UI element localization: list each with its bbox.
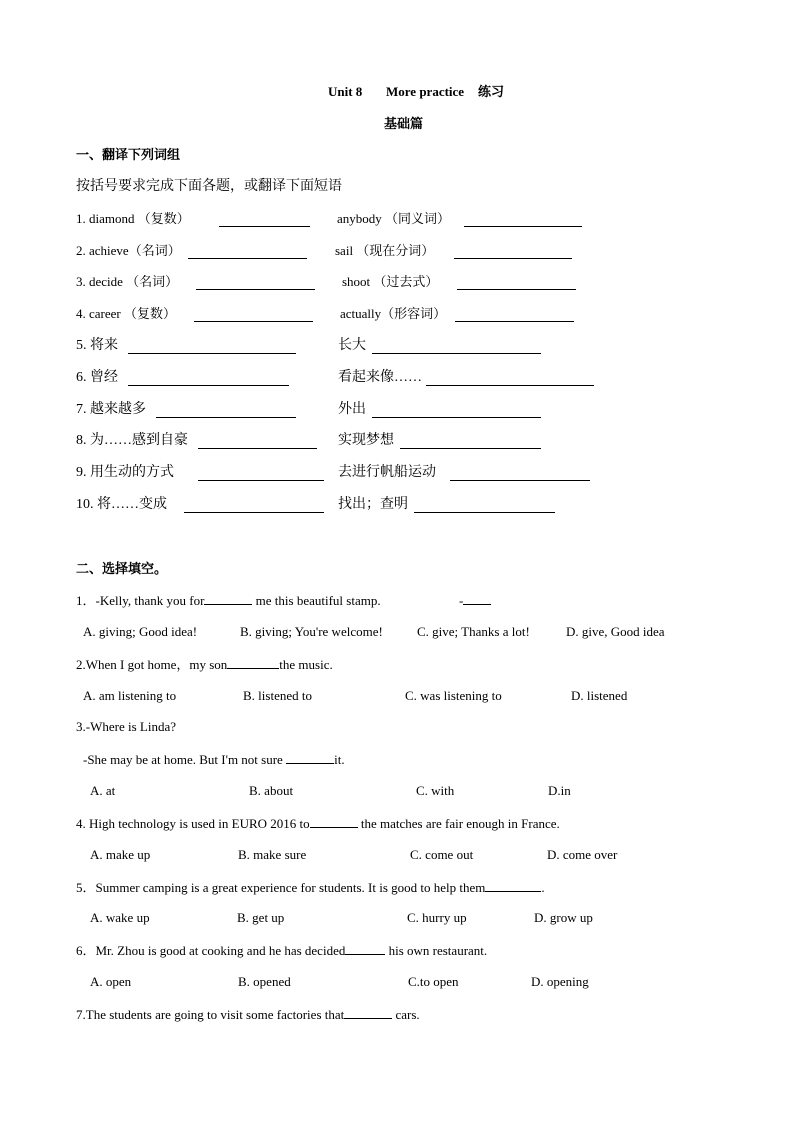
q6-stem-pre: 6．Mr. Zhou is good at cooking and he has decided xyxy=(76,943,346,958)
s1-row7-right: 外出 xyxy=(338,402,366,417)
q4-blank[interactable] xyxy=(310,815,358,828)
s1-row9-right: 去进行帆船运动 xyxy=(338,465,436,480)
q6-option-a[interactable]: A. open xyxy=(90,974,132,989)
q1-blank[interactable] xyxy=(204,592,252,605)
q1-stem-pre: 1．-Kelly, thank you for xyxy=(76,593,205,608)
q3-option-b[interactable]: B. about xyxy=(249,783,294,798)
q1-reply-blank[interactable] xyxy=(463,592,491,605)
q5-stem-post: . xyxy=(541,880,545,895)
s1-row4-right-blank[interactable] xyxy=(455,321,574,322)
q6-stem-post: his own restaurant. xyxy=(388,943,488,958)
q5-option-a[interactable]: A. wake up xyxy=(90,910,150,925)
s1-row9-right-blank[interactable] xyxy=(450,480,590,481)
s1-row7-left: 7. 越来越多 xyxy=(76,402,146,417)
s1-row10-right: 找出；查明 xyxy=(338,497,408,512)
q1-option-d[interactable]: D. give, Good idea xyxy=(566,624,665,639)
s1-row10-right-blank[interactable] xyxy=(414,512,555,513)
q6-option-d[interactable]: D. opening xyxy=(531,974,589,989)
page-title: More practice xyxy=(386,84,465,99)
q3-blank[interactable] xyxy=(286,751,334,764)
s1-row6-right-blank[interactable] xyxy=(426,385,594,386)
q2-option-a[interactable]: A. am listening to xyxy=(83,688,177,703)
q2-option-c[interactable]: C. was listening to xyxy=(405,688,502,703)
s1-row10-left: 10. 将……变成 xyxy=(76,497,167,512)
q3-stem-pre: -She may be at home. But I'm not sure xyxy=(83,752,283,767)
s1-row1-left: 1. diamond （复数） xyxy=(76,211,190,226)
q2-blank[interactable] xyxy=(227,656,279,669)
page-subtitle: 基础篇 xyxy=(384,116,424,131)
q5-blank[interactable] xyxy=(485,879,541,892)
s1-row3-right: shoot （过去式） xyxy=(342,274,439,289)
q3-line1: 3.-Where is Linda? xyxy=(76,719,176,734)
s1-row1-left-blank[interactable] xyxy=(219,226,310,227)
s1-row7-right-blank[interactable] xyxy=(372,417,541,418)
s1-row5-left: 5. 将来 xyxy=(76,338,118,353)
section2-heading: 二、选择填空。 xyxy=(76,561,168,576)
q1-text xyxy=(76,592,381,609)
q4-stem-post: the matches are fair enough in France. xyxy=(360,816,560,831)
unit-label: Unit 8 xyxy=(328,84,363,99)
q1-option-b[interactable]: B. giving; You're welcome! xyxy=(240,624,383,639)
q5-option-c[interactable]: C. hurry up xyxy=(407,910,467,925)
q6-option-c[interactable]: C.to open xyxy=(408,974,459,989)
s1-row1-right: anybody （同义词） xyxy=(337,211,451,226)
s1-row5-right: 长大 xyxy=(338,338,366,353)
page-title-cn: 练习 xyxy=(478,84,505,99)
q4-option-a[interactable]: A. make up xyxy=(90,847,151,862)
s1-row4-left-blank[interactable] xyxy=(194,321,313,322)
q2-stem-pre: 2.When I got home，my son xyxy=(76,657,228,672)
q5-option-b[interactable]: B. get up xyxy=(237,910,285,925)
s1-row4-left: 4. career （复数） xyxy=(76,306,176,321)
q7-stem-pre: 7.The students are going to visit some factories that xyxy=(76,1007,345,1022)
s1-row8-left: 8. 为……感到自豪 xyxy=(76,433,188,448)
s1-row5-right-blank[interactable] xyxy=(372,353,541,354)
s1-row5-left-blank[interactable] xyxy=(128,353,296,354)
q5-option-d[interactable]: D. grow up xyxy=(534,910,593,925)
q2-stem-post: the music. xyxy=(279,657,333,672)
s1-row9-left-blank[interactable] xyxy=(198,480,324,481)
q2-option-b[interactable]: B. listened to xyxy=(243,688,312,703)
q1-option-a[interactable]: A. giving; Good idea! xyxy=(83,624,198,639)
q3-stem-post: it. xyxy=(334,752,345,767)
s1-row10-left-blank[interactable] xyxy=(184,512,324,513)
section1-heading: 一、翻译下列词组 xyxy=(76,147,181,162)
q4-option-b[interactable]: B. make sure xyxy=(238,847,307,862)
s1-row3-right-blank[interactable] xyxy=(457,289,576,290)
q4-option-c[interactable]: C. come out xyxy=(410,847,474,862)
s1-row1-right-blank[interactable] xyxy=(464,226,582,227)
s1-row7-left-blank[interactable] xyxy=(156,417,296,418)
section1-instruction: 按括号要求完成下面各题，或翻译下面短语 xyxy=(76,179,342,194)
q6-option-b[interactable]: B. opened xyxy=(238,974,291,989)
q4-stem-pre: 4. High technology is used in EURO 2016 to xyxy=(76,816,310,831)
q7-text xyxy=(76,1006,420,1023)
q2-text xyxy=(76,656,333,673)
q5-text xyxy=(76,879,545,896)
q5-stem-pre: 5．Summer camping is a great experience for students. It is good to help them xyxy=(76,880,486,895)
s1-row6-right: 看起来像…… xyxy=(338,370,422,385)
s1-row4-right: actually（形容词） xyxy=(340,306,447,321)
q4-option-d[interactable]: D. come over xyxy=(547,847,618,862)
s1-row3-left: 3. decide （名词） xyxy=(76,274,179,289)
s1-row8-left-blank[interactable] xyxy=(198,448,317,449)
q7-stem-post: cars. xyxy=(395,1007,420,1022)
q3-line2 xyxy=(83,751,345,768)
q7-blank[interactable] xyxy=(344,1006,392,1019)
q1-stem-post: me this beautiful stamp. xyxy=(255,593,381,608)
s1-row2-right: sail （现在分词） xyxy=(335,243,435,258)
q6-text xyxy=(76,942,487,959)
s1-row6-left: 6. 曾经 xyxy=(76,370,118,385)
s1-row6-left-blank[interactable] xyxy=(128,385,289,386)
s1-row9-left: 9. 用生动的方式 xyxy=(76,465,174,480)
q3-option-a[interactable]: A. at xyxy=(90,783,116,798)
q3-option-d[interactable]: D.in xyxy=(548,783,571,798)
s1-row2-right-blank[interactable] xyxy=(454,258,572,259)
q1-option-c[interactable]: C. give; Thanks a lot! xyxy=(417,624,530,639)
s1-row8-right-blank[interactable] xyxy=(400,448,541,449)
s1-row3-left-blank[interactable] xyxy=(196,289,315,290)
s1-row2-left-blank[interactable] xyxy=(188,258,307,259)
q3-option-c[interactable]: C. with xyxy=(416,783,455,798)
s1-row2-left: 2. achieve（名词） xyxy=(76,243,181,258)
s1-row8-right: 实现梦想 xyxy=(338,433,394,448)
q4-text xyxy=(76,815,560,832)
q2-option-d[interactable]: D. listened xyxy=(571,688,628,703)
q1-reply-dash: - xyxy=(459,593,464,608)
q6-blank[interactable] xyxy=(345,942,385,955)
q1-reply xyxy=(459,592,491,609)
